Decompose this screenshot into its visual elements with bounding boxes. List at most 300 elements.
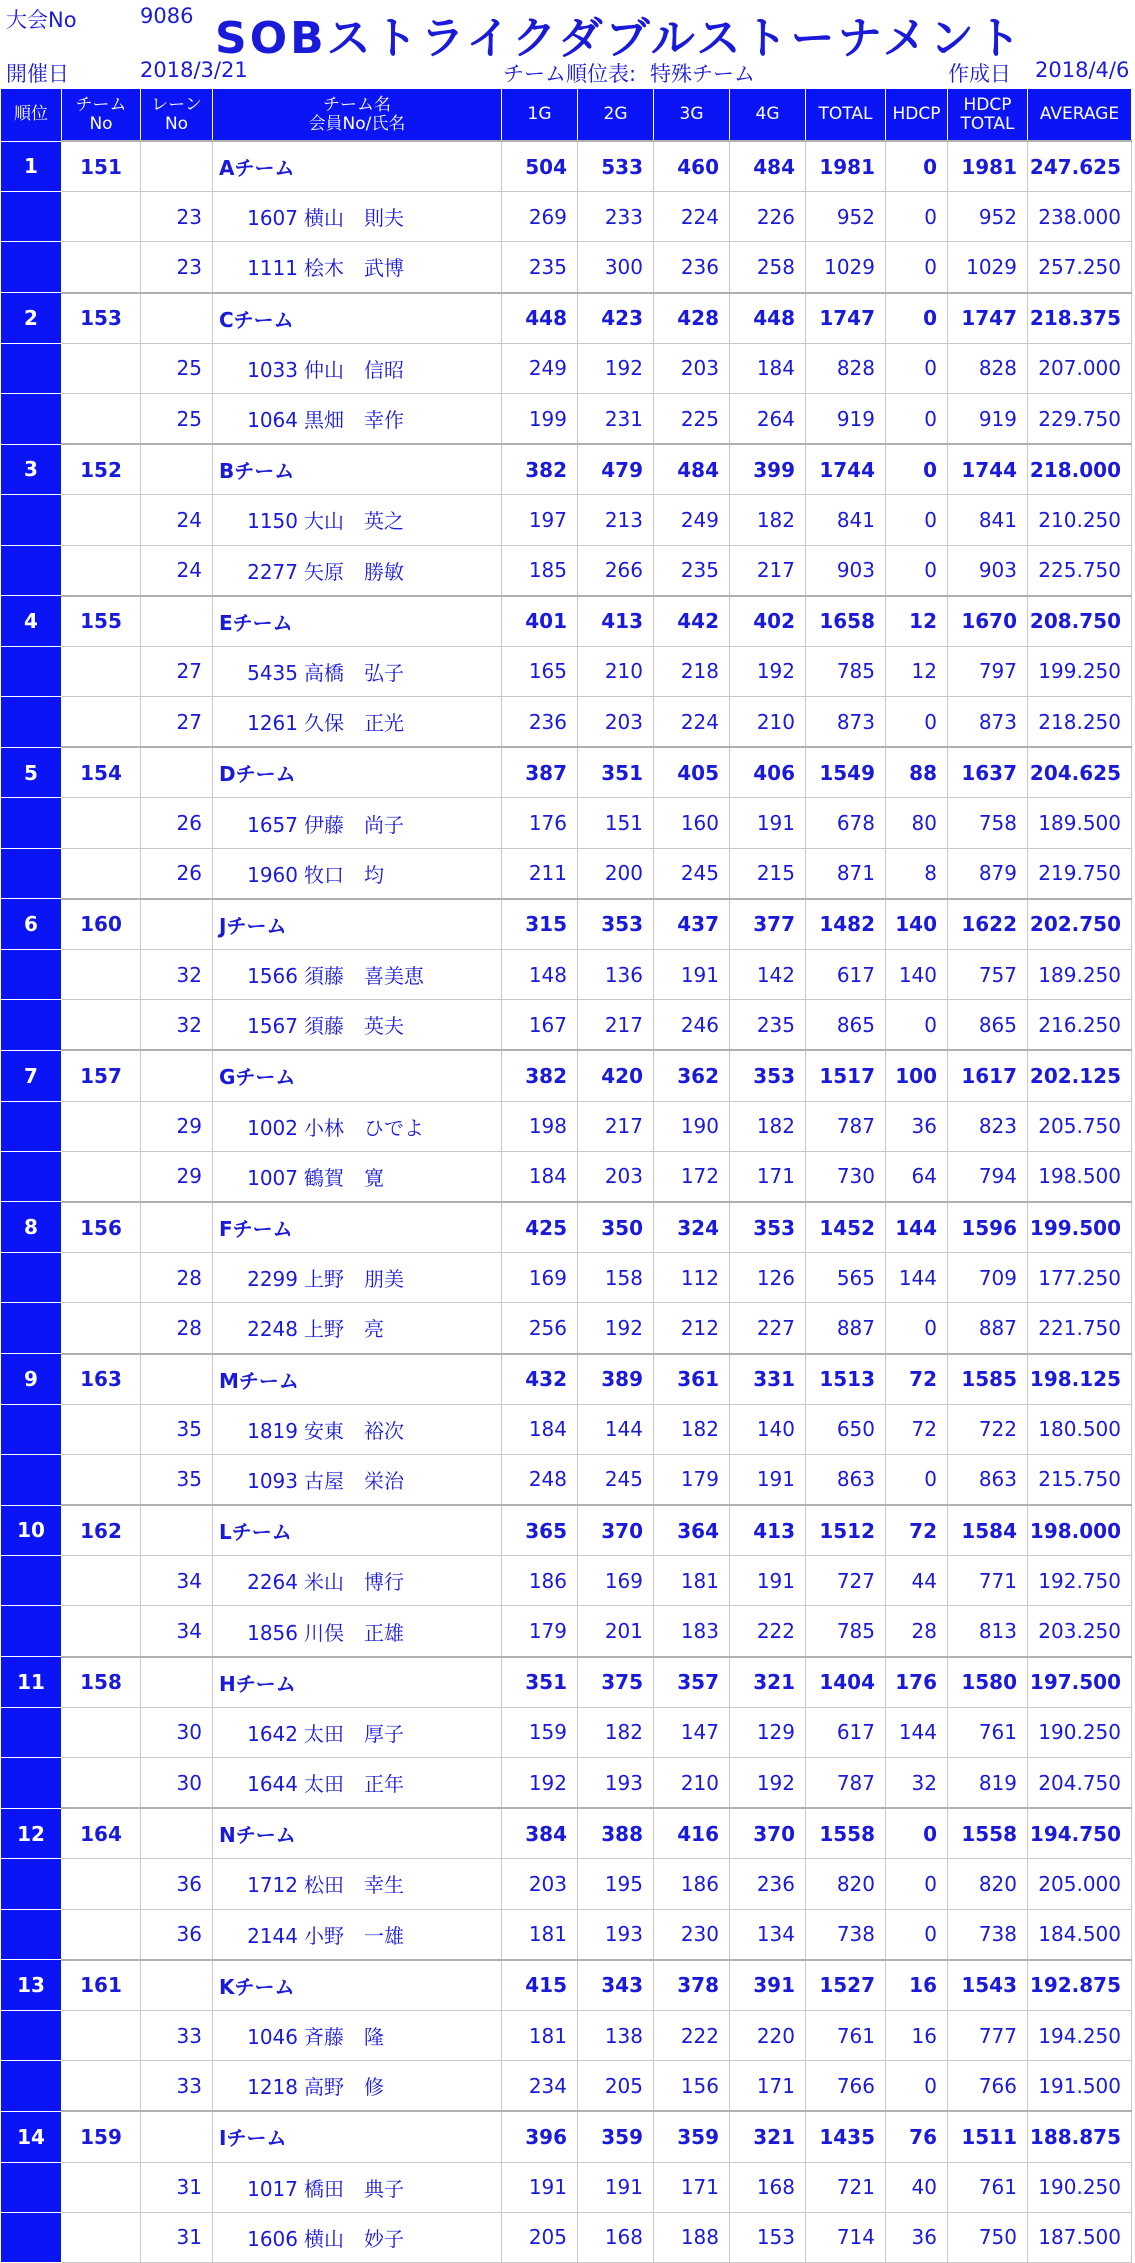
col-g1: 1G [502, 89, 578, 142]
average-cell: 187.500 [1028, 2212, 1132, 2262]
total-cell: 919 [806, 393, 886, 444]
total-cell: 1482 [806, 899, 886, 950]
g2-cell: 350 [578, 1202, 654, 1253]
rank-cell [1, 798, 62, 848]
total-cell: 785 [806, 646, 886, 696]
total-cell: 828 [806, 343, 886, 393]
lane-cell: 33 [141, 2061, 213, 2112]
team-name-cell [213, 747, 502, 798]
g3-cell: 460 [654, 141, 730, 192]
lane-cell [141, 596, 213, 647]
hdcp-cell: 144 [886, 1707, 948, 1757]
g3-cell: 249 [654, 495, 730, 545]
lane-cell: 25 [141, 393, 213, 444]
g4-cell: 129 [730, 1707, 806, 1757]
hdcp-total-cell: 722 [948, 1404, 1028, 1454]
col-average: AVERAGE [1028, 89, 1132, 142]
hdcp-total-cell: 757 [948, 950, 1028, 1000]
hdcp-total-cell: 819 [948, 1758, 1028, 1809]
total-cell: 952 [806, 192, 886, 242]
average-cell: 191.500 [1028, 2061, 1132, 2112]
g4-cell: 370 [730, 1808, 806, 1859]
total-cell: 865 [806, 1000, 886, 1051]
member-no: 1111 [247, 256, 298, 281]
g1-cell: 165 [502, 646, 578, 696]
g1-cell: 148 [502, 950, 578, 1000]
member-no: 1150 [247, 509, 298, 534]
g2-cell: 144 [578, 1404, 654, 1454]
team-no-cell [62, 1859, 141, 1909]
lane-cell: 32 [141, 1000, 213, 1051]
member-name: 須藤 喜美恵 [304, 964, 424, 989]
g1-cell: 179 [502, 1606, 578, 1657]
g3-cell: 203 [654, 343, 730, 393]
total-cell: 1558 [806, 1808, 886, 1859]
hdcp-total-cell: 1622 [948, 899, 1028, 950]
hdcp-total-cell: 1543 [948, 1960, 1028, 2011]
hdcp-cell: 140 [886, 899, 948, 950]
member-row [1, 343, 1132, 393]
member-cell [213, 545, 502, 596]
g1-cell: 448 [502, 293, 578, 344]
lane-cell: 28 [141, 1253, 213, 1303]
rank-cell [1, 1253, 62, 1303]
g2-cell: 168 [578, 2212, 654, 2262]
g3-cell: 484 [654, 444, 730, 495]
lane-cell: 29 [141, 1151, 213, 1202]
member-cell [213, 393, 502, 444]
g4-cell: 402 [730, 596, 806, 647]
g3-cell: 405 [654, 747, 730, 798]
average-cell: 197.500 [1028, 1657, 1132, 1708]
team-row [1, 1354, 1132, 1405]
rank-cell [1, 1707, 62, 1757]
total-cell: 766 [806, 2061, 886, 2112]
g3-cell: 357 [654, 1657, 730, 1708]
team-no-cell [62, 2212, 141, 2262]
lane-cell: 32 [141, 950, 213, 1000]
average-cell: 229.750 [1028, 393, 1132, 444]
g4-cell: 182 [730, 495, 806, 545]
team-no-cell [62, 343, 141, 393]
g3-cell: 442 [654, 596, 730, 647]
member-name: 高野 修 [304, 2075, 384, 2100]
g3-cell: 160 [654, 798, 730, 848]
hdcp-total-cell: 1670 [948, 596, 1028, 647]
hdcp-cell: 88 [886, 747, 948, 798]
team-no-cell [62, 1151, 141, 1202]
g4-cell: 226 [730, 192, 806, 242]
member-no: 1064 [247, 408, 298, 433]
member-cell [213, 697, 502, 748]
team-no-cell [62, 1758, 141, 1809]
g3-cell: 212 [654, 1303, 730, 1354]
g1-cell: 269 [502, 192, 578, 242]
total-cell: 1747 [806, 293, 886, 344]
hdcp-cell: 72 [886, 1404, 948, 1454]
team-name-cell [213, 899, 502, 950]
total-cell: 1029 [806, 242, 886, 293]
hdcp-cell: 0 [886, 1454, 948, 1505]
rank-cell: 6 [1, 899, 62, 950]
average-cell: 202.750 [1028, 899, 1132, 950]
g1-cell: 159 [502, 1707, 578, 1757]
member-cell [213, 1909, 502, 1960]
lane-cell: 24 [141, 495, 213, 545]
average-cell: 184.500 [1028, 1909, 1132, 1960]
total-cell: 1981 [806, 141, 886, 192]
col-name: チーム名 会員No/氏名 [213, 89, 502, 142]
hdcp-cell: 72 [886, 1505, 948, 1556]
team-row [1, 141, 1132, 192]
hdcp-total-cell: 797 [948, 646, 1028, 696]
member-name: 仲山 信昭 [304, 357, 404, 382]
lane-cell: 27 [141, 697, 213, 748]
g2-cell: 136 [578, 950, 654, 1000]
g4-cell: 236 [730, 1859, 806, 1909]
team-no-cell [62, 798, 141, 848]
g4-cell: 331 [730, 1354, 806, 1405]
g2-cell: 375 [578, 1657, 654, 1708]
hdcp-total-cell: 766 [948, 2061, 1028, 2112]
team-no-cell: 163 [62, 1354, 141, 1405]
g1-cell: 211 [502, 848, 578, 899]
team-no-cell [62, 1404, 141, 1454]
member-name: 上野 朋美 [304, 1267, 404, 1292]
g1-cell: 197 [502, 495, 578, 545]
g3-cell: 218 [654, 646, 730, 696]
col-rank: 順位 [1, 89, 62, 142]
lane-cell [141, 747, 213, 798]
member-row [1, 242, 1132, 293]
g1-cell: 415 [502, 1960, 578, 2011]
member-cell [213, 1000, 502, 1051]
g3-cell: 210 [654, 1758, 730, 1809]
rank-cell: 9 [1, 1354, 62, 1405]
team-no-cell [62, 393, 141, 444]
team-no-cell: 158 [62, 1657, 141, 1708]
total-cell: 1435 [806, 2111, 886, 2162]
col-g2: 2G [578, 89, 654, 142]
rank-cell: 7 [1, 1050, 62, 1101]
member-no: 1002 [247, 1115, 298, 1140]
rank-cell [1, 1758, 62, 1809]
g3-cell: 362 [654, 1050, 730, 1101]
member-cell [213, 1454, 502, 1505]
member-cell [213, 495, 502, 545]
g3-cell: 225 [654, 393, 730, 444]
rank-cell: 12 [1, 1808, 62, 1859]
member-cell [213, 848, 502, 899]
member-name: 斉藤 隆 [304, 2025, 384, 2050]
g1-cell: 181 [502, 2010, 578, 2060]
g4-cell: 191 [730, 798, 806, 848]
team-row [1, 293, 1132, 344]
g2-cell: 193 [578, 1909, 654, 1960]
hdcp-cell: 8 [886, 848, 948, 899]
team-no-cell: 160 [62, 899, 141, 950]
rank-cell [1, 1151, 62, 1202]
member-name: 小林 ひでよ [304, 1115, 424, 1140]
member-cell [213, 1758, 502, 1809]
member-row [1, 1454, 1132, 1505]
rank-cell [1, 2212, 62, 2262]
rank-cell: 13 [1, 1960, 62, 2011]
team-name-cell [213, 1050, 502, 1101]
total-cell: 1658 [806, 596, 886, 647]
average-cell: 198.500 [1028, 1151, 1132, 1202]
hdcp-total-cell: 887 [948, 1303, 1028, 1354]
team-no-cell: 159 [62, 2111, 141, 2162]
g3-cell: 224 [654, 192, 730, 242]
g2-cell: 192 [578, 343, 654, 393]
team-name-cell [213, 1808, 502, 1859]
average-cell: 216.250 [1028, 1000, 1132, 1051]
member-row [1, 1556, 1132, 1606]
lane-cell: 35 [141, 1454, 213, 1505]
g3-cell: 179 [654, 1454, 730, 1505]
total-cell: 727 [806, 1556, 886, 1606]
hdcp-cell: 0 [886, 1859, 948, 1909]
hdcp-total-cell: 828 [948, 343, 1028, 393]
member-row [1, 646, 1132, 696]
rank-cell [1, 1556, 62, 1606]
member-row [1, 1859, 1132, 1909]
g2-cell: 231 [578, 393, 654, 444]
average-cell: 205.750 [1028, 1101, 1132, 1151]
team-name: Mチーム [219, 1368, 299, 1393]
g2-cell: 343 [578, 1960, 654, 2011]
team-row [1, 444, 1132, 495]
total-cell: 617 [806, 950, 886, 1000]
average-cell: 192.875 [1028, 1960, 1132, 2011]
lane-cell: 30 [141, 1707, 213, 1757]
g3-cell: 191 [654, 950, 730, 1000]
lane-cell [141, 141, 213, 192]
col-total: TOTAL [806, 89, 886, 142]
average-cell: 188.875 [1028, 2111, 1132, 2162]
team-name-cell [213, 596, 502, 647]
team-no-cell [62, 848, 141, 899]
member-name: 久保 正光 [304, 711, 404, 736]
average-cell: 202.125 [1028, 1050, 1132, 1101]
rank-cell [1, 1101, 62, 1151]
page-title: SOBストライクダブルストーナメント [215, 13, 1024, 64]
tournament-no-label: 大会No [6, 8, 77, 32]
g1-cell: 186 [502, 1556, 578, 1606]
member-cell [213, 950, 502, 1000]
g2-cell: 200 [578, 848, 654, 899]
rank-cell [1, 1404, 62, 1454]
member-no: 2299 [247, 1267, 298, 1292]
g4-cell: 171 [730, 1151, 806, 1202]
col-hdcp: HDCP [886, 89, 948, 142]
team-no-cell [62, 1454, 141, 1505]
lane-cell: 35 [141, 1404, 213, 1454]
g1-cell: 176 [502, 798, 578, 848]
average-cell: 238.000 [1028, 192, 1132, 242]
member-no: 1261 [247, 711, 298, 736]
g4-cell: 222 [730, 1606, 806, 1657]
g4-cell: 134 [730, 1909, 806, 1960]
member-no: 1566 [247, 964, 298, 989]
team-name: Hチーム [219, 1671, 296, 1696]
rank-cell: 5 [1, 747, 62, 798]
hdcp-cell: 28 [886, 1606, 948, 1657]
event-date: 2018/3/21 [140, 58, 248, 82]
lane-cell [141, 2111, 213, 2162]
member-row [1, 950, 1132, 1000]
member-row [1, 1151, 1132, 1202]
hdcp-total-cell: 952 [948, 192, 1028, 242]
rank-cell [1, 1454, 62, 1505]
average-cell: 192.750 [1028, 1556, 1132, 1606]
average-cell: 189.250 [1028, 950, 1132, 1000]
member-cell [213, 646, 502, 696]
member-row [1, 495, 1132, 545]
g3-cell: 172 [654, 1151, 730, 1202]
average-cell: 215.750 [1028, 1454, 1132, 1505]
team-name: Aチーム [219, 156, 295, 181]
g2-cell: 233 [578, 192, 654, 242]
g1-cell: 249 [502, 343, 578, 393]
hdcp-cell: 0 [886, 444, 948, 495]
member-name: 須藤 英夫 [304, 1014, 404, 1039]
g4-cell: 406 [730, 747, 806, 798]
total-cell: 1404 [806, 1657, 886, 1708]
g2-cell: 182 [578, 1707, 654, 1757]
member-name: 太田 厚子 [304, 1721, 404, 1746]
g2-cell: 359 [578, 2111, 654, 2162]
g3-cell: 190 [654, 1101, 730, 1151]
team-no-cell [62, 1303, 141, 1354]
average-cell: 194.750 [1028, 1808, 1132, 1859]
g4-cell: 215 [730, 848, 806, 899]
total-cell: 887 [806, 1303, 886, 1354]
team-no-cell [62, 2162, 141, 2212]
g3-cell: 182 [654, 1404, 730, 1454]
team-no-cell [62, 1707, 141, 1757]
g1-cell: 382 [502, 1050, 578, 1101]
total-cell: 1527 [806, 1960, 886, 2011]
team-name-cell [213, 2111, 502, 2162]
team-name: Kチーム [219, 1974, 295, 1999]
hdcp-cell: 0 [886, 192, 948, 242]
member-name: 横山 妙子 [304, 2226, 404, 2251]
member-row [1, 1000, 1132, 1051]
rank-cell [1, 2010, 62, 2060]
g3-cell: 183 [654, 1606, 730, 1657]
team-name: Nチーム [219, 1823, 296, 1848]
member-cell [213, 1253, 502, 1303]
member-no: 1007 [247, 1165, 298, 1190]
g3-cell: 361 [654, 1354, 730, 1405]
g1-cell: 192 [502, 1758, 578, 1809]
team-name: Gチーム [219, 1065, 296, 1090]
member-row [1, 697, 1132, 748]
member-no: 1960 [247, 862, 298, 887]
g3-cell: 171 [654, 2162, 730, 2212]
lane-cell: 25 [141, 343, 213, 393]
average-cell: 189.500 [1028, 798, 1132, 848]
team-no-cell [62, 646, 141, 696]
g4-cell: 353 [730, 1050, 806, 1101]
member-name: 高橋 弘子 [304, 660, 404, 685]
hdcp-cell: 144 [886, 1253, 948, 1303]
member-no: 2144 [247, 1923, 298, 1948]
team-no-cell: 164 [62, 1808, 141, 1859]
g4-cell: 168 [730, 2162, 806, 2212]
rank-cell [1, 242, 62, 293]
hdcp-total-cell: 761 [948, 2162, 1028, 2212]
member-row [1, 2212, 1132, 2262]
g4-cell: 153 [730, 2212, 806, 2262]
average-cell: 198.000 [1028, 1505, 1132, 1556]
g1-cell: 432 [502, 1354, 578, 1405]
member-no: 5435 [247, 660, 298, 685]
team-no-cell [62, 1909, 141, 1960]
member-no: 1046 [247, 2025, 298, 2050]
g1-cell: 191 [502, 2162, 578, 2212]
hdcp-cell: 0 [886, 697, 948, 748]
rank-cell: 3 [1, 444, 62, 495]
hdcp-cell: 0 [886, 1000, 948, 1051]
rank-cell: 2 [1, 293, 62, 344]
member-name: 黒畑 幸作 [304, 408, 404, 433]
g3-cell: 235 [654, 545, 730, 596]
team-ranking-table [0, 88, 1132, 2263]
g4-cell: 235 [730, 1000, 806, 1051]
total-cell: 650 [806, 1404, 886, 1454]
g1-cell: 401 [502, 596, 578, 647]
team-no-cell [62, 495, 141, 545]
g1-cell: 248 [502, 1454, 578, 1505]
lane-cell: 34 [141, 1556, 213, 1606]
rank-cell [1, 1303, 62, 1354]
g3-cell: 181 [654, 1556, 730, 1606]
rank-cell [1, 393, 62, 444]
g1-cell: 205 [502, 2212, 578, 2262]
g1-cell: 256 [502, 1303, 578, 1354]
g3-cell: 222 [654, 2010, 730, 2060]
g1-cell: 396 [502, 2111, 578, 2162]
member-row [1, 1404, 1132, 1454]
g2-cell: 266 [578, 545, 654, 596]
lane-cell: 31 [141, 2162, 213, 2212]
average-cell: 218.000 [1028, 444, 1132, 495]
team-name: Lチーム [219, 1520, 292, 1545]
rank-cell [1, 1000, 62, 1051]
hdcp-cell: 0 [886, 495, 948, 545]
member-no: 1606 [247, 2226, 298, 2251]
hdcp-total-cell: 1747 [948, 293, 1028, 344]
lane-cell [141, 1657, 213, 1708]
hdcp-total-cell: 813 [948, 1606, 1028, 1657]
member-row [1, 2061, 1132, 2112]
total-cell: 565 [806, 1253, 886, 1303]
g2-cell: 151 [578, 798, 654, 848]
g2-cell: 169 [578, 1556, 654, 1606]
report-header [0, 0, 1135, 64]
total-cell: 871 [806, 848, 886, 899]
hdcp-total-cell: 1637 [948, 747, 1028, 798]
table-header-row [1, 89, 1132, 142]
hdcp-total-cell: 841 [948, 495, 1028, 545]
member-cell [213, 242, 502, 293]
col-team-no: チーム No [62, 89, 141, 142]
average-cell: 199.250 [1028, 646, 1132, 696]
g2-cell: 193 [578, 1758, 654, 1809]
